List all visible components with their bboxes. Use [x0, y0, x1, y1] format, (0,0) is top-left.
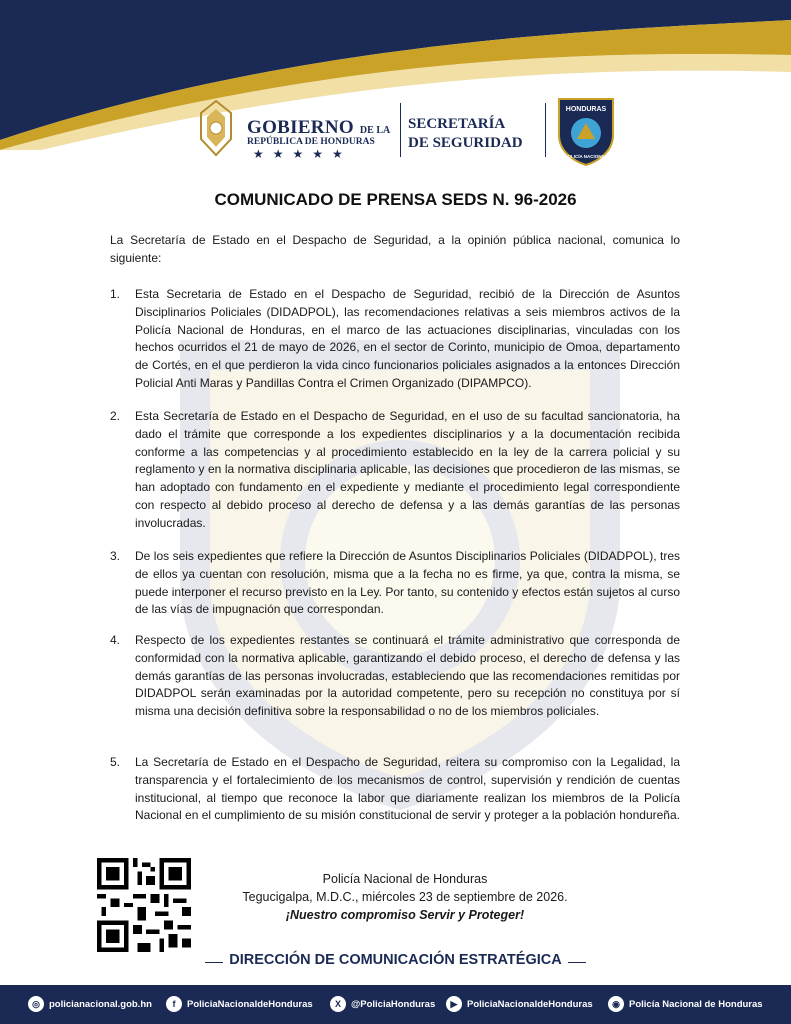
list-item-number: 5. — [110, 755, 121, 769]
gov-name-de-la: DE LA — [359, 125, 391, 136]
social-bar — [0, 985, 791, 1024]
qr-code[interactable] — [97, 858, 191, 952]
logo-divider — [545, 103, 546, 157]
signature-place-date: Tegucigalpa, M.D.C., miércoles 23 de septiembre de 2026. — [242, 890, 568, 904]
list-item-text: La Secretaría de Estado en el Despacho de Seguridad, reitera su compromiso con la Legalidad, la transparencia y el fortalecimiento de los mecanismos de control, supervisión y rendición de cuentas institucional, al tiempo que reconoce la labor que diariamente realizan los miembros de la Policía Nacional en el cumplimiento de su misión constitucional de servir y proteger a la población hondureña. — [135, 755, 680, 823]
facebook-icon: f — [166, 996, 182, 1012]
list-item-number: 4. — [110, 633, 121, 647]
social-link-x[interactable] — [330, 996, 435, 1012]
gov-stars: ★★★★★ — [253, 147, 352, 161]
signature-motto: ¡Nuestro compromiso Servir y Proteger! — [285, 908, 525, 922]
social-label: policianacional.gob.hn — [49, 998, 152, 1010]
social-label: PoliciaNacionaldeHonduras — [187, 998, 313, 1010]
instagram-icon: ◉ — [608, 996, 624, 1012]
gov-name-republic: REPÚBLICA DE HONDURAS — [247, 137, 375, 147]
list-item-text: Esta Secretaría de Estado en el Despacho de Seguridad, en el uso de su facultad sancionatoria, ha dado el trámite que corresponde a los expedientes disciplinarios y a la documentación recibida conforme a las competencias y al procedimiento establecido en la ley de la carrera policial y su reglamento y en la normativa disciplinaria aplicable, las decisiones que procedieron de las mismas, se han adoptado con fundamento en el expediente y mediante el procedimiento legal correspondiente con respecto al debido proceso al derecho de defensa y a las demás garantías de las personas involucradas. — [135, 409, 680, 530]
badge-top-text: HONDURAS — [565, 106, 607, 113]
social-label: Policía Nacional de Honduras — [629, 998, 763, 1010]
press-release-title: COMUNICADO DE PRENSA SEDS N. 96-2026 — [214, 190, 577, 209]
secretaria-line1: SECRETARÍA — [408, 116, 506, 132]
police-badge-icon — [555, 95, 617, 167]
gov-name-main: GOBIERNO — [247, 117, 354, 138]
youtube-icon: ▶ — [446, 996, 462, 1012]
list-item-number: 1. — [110, 287, 121, 301]
government-name — [247, 117, 390, 139]
logo-divider — [400, 103, 401, 157]
footer-title-text: DIRECCIÓN DE COMUNICACIÓN ESTRATÉGICA — [223, 952, 567, 968]
list-item-text: Esta Secretaria de Estado en el Despacho de Seguridad, recibió de la Dirección de Asuntos Disciplinarios Policiales (DIDADPOL), las recomendaciones relativas a seis miembros activos de la Policía Nacional de Honduras, en el marco de las actuaciones disciplinarias, vinculadas con los hechos ocurridos el 21 de mayo de 2026, en el sector de Corinto, municipio de Omoa, departamento de Cortés, en el que perdieron la vida cinco funcionarios policiales asignados a la entonces Dirección Policial Anti Maras y Pandillas Contra el Crimen Organizado (DIPAMPCO). — [135, 287, 680, 390]
social-label: PoliciaNacionaldeHonduras — [467, 998, 593, 1010]
badge-bottom-text: POLICÍA NACIONAL — [564, 154, 608, 159]
header-logos — [195, 95, 625, 170]
secretaria-logo-text — [408, 115, 523, 153]
social-label: @PoliciaHonduras — [351, 998, 436, 1010]
signature-institution: Policía Nacional de Honduras — [322, 872, 488, 886]
social-link-instagram[interactable] — [608, 996, 763, 1012]
secretaria-line2: DE SEGURIDAD — [408, 135, 523, 151]
social-link-facebook[interactable] — [166, 996, 313, 1012]
list-item-text: Respecto de los expedientes restantes se continuará el trámite administrativo que corresponda de conformidad con la normativa aplicable, garantizando el debido proceso, el derecho de defensa y las demás garantías de las personas involucradas, estableciendo que las recomendaciones remitidas por DIDADPOL serán examinadas por la autoridad competente, pero su recepción no constituya por sí misma una decisión definitiva sobre la responsabilidad o no de los miembros policiales. — [135, 633, 680, 719]
list-item-number: 3. — [110, 549, 121, 563]
x-icon: X — [330, 996, 346, 1012]
intro-paragraph: La Secretaría de Estado en el Despacho de Seguridad, a la opinión pública nacional, comunica lo siguiente: — [110, 233, 680, 265]
footer-title — [0, 952, 791, 968]
list-item-text: De los seis expedientes que refiere la Dirección de Asuntos Disciplinarios Policiales (DIDADPOL), tres de ellos ya cuentan con resolución, misma que a la fecha no es firme, ya que, contra la misma, se puede interponer el recurso previsto en la Ley. Por tanto, su contenido y efectos están sujetos al curso de las vías de impugnación que correspondan. — [135, 549, 680, 617]
coat-of-arms-icon — [195, 99, 237, 157]
globe-icon: ◎ — [28, 996, 44, 1012]
social-link-youtube[interactable] — [446, 996, 593, 1012]
social-link-website[interactable] — [28, 996, 152, 1012]
list-item-number: 2. — [110, 409, 121, 423]
